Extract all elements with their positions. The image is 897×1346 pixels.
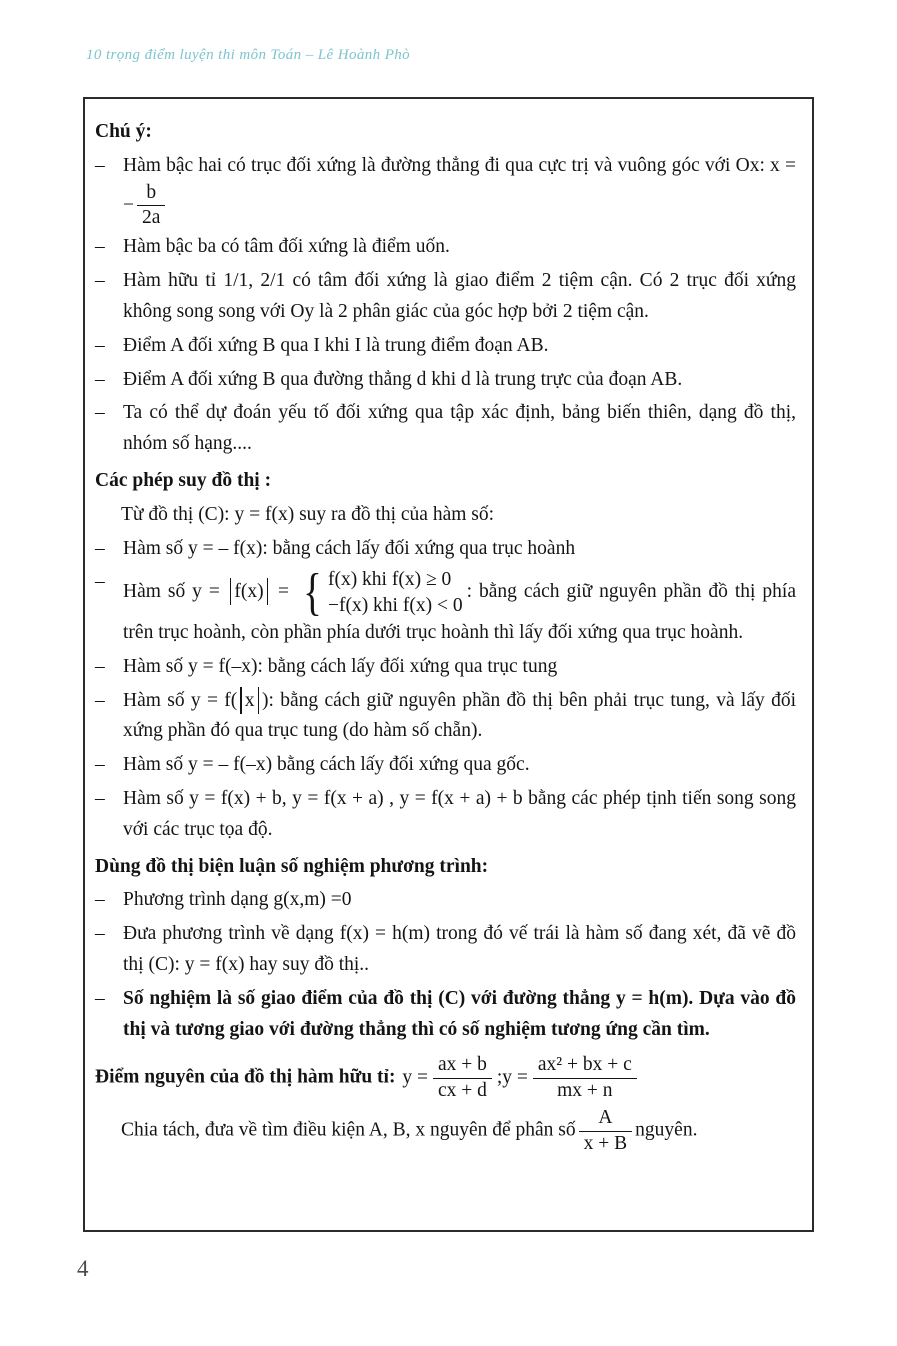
list-item bbox=[95, 652, 796, 683]
abs-bar bbox=[267, 578, 269, 605]
bullet-dash: – bbox=[95, 889, 105, 911]
abs-bar bbox=[258, 687, 260, 714]
item-text: Điểm A đối xứng B qua đường thẳng d khi d là trung trực của đoạn AB. bbox=[123, 368, 683, 390]
bullet-dash: – bbox=[95, 754, 105, 776]
bullet-dash: – bbox=[95, 368, 105, 390]
bullet-dash: – bbox=[95, 923, 105, 945]
integer-points-line bbox=[95, 1054, 796, 1102]
section-heading-integer-points: Điểm nguyên của đồ thị hàm hữu tỉ: bbox=[95, 1066, 396, 1088]
item-text-part: Chia tách, đưa về tìm điều kiện A, B, x nguyên để phân số bbox=[121, 1119, 576, 1141]
fraction bbox=[137, 182, 165, 230]
item-text: Hàm số y = – f(–x) bằng cách lấy đối xứng qua gốc. bbox=[123, 754, 530, 776]
bullet-dash: – bbox=[95, 655, 105, 677]
cases-expression bbox=[300, 563, 463, 621]
item-text-part: = bbox=[271, 581, 296, 603]
fraction bbox=[579, 1107, 633, 1155]
abs-bar bbox=[230, 578, 232, 605]
item-text-part: Hàm số y = f( bbox=[123, 689, 238, 711]
section-heading-transform: Các phép suy đồ thị : bbox=[95, 470, 272, 492]
list-item bbox=[95, 534, 796, 565]
item-text bbox=[123, 151, 796, 230]
fraction-numerator: ax² + bx + c bbox=[533, 1054, 637, 1078]
left-brace: { bbox=[303, 563, 322, 621]
list-item bbox=[95, 151, 796, 230]
bullet-dash: – bbox=[95, 270, 105, 292]
list-item bbox=[95, 750, 796, 781]
bullet-dash: – bbox=[95, 154, 105, 176]
list-item bbox=[95, 232, 796, 263]
bullet-dash: – bbox=[95, 334, 105, 356]
item-text bbox=[123, 686, 796, 748]
item-text: Ta có thể dự đoán yếu tố đối xứng qua tập xác định, bảng biến thiên, dạng đồ thị, nhóm số hạng.... bbox=[123, 402, 796, 455]
fraction-numerator: ax + b bbox=[433, 1054, 492, 1078]
section-heading-note: Chú ý: bbox=[95, 121, 152, 142]
list-item bbox=[95, 365, 796, 396]
list-item bbox=[95, 686, 796, 748]
item-text: Phương trình dạng g(x,m) =0 bbox=[123, 889, 352, 911]
section-intro: Từ đồ thị (C): y = f(x) suy ra đồ thị của hàm số: bbox=[121, 503, 495, 525]
running-header: 10 trọng điểm luyện thi môn Toán – Lê Hoành Phò bbox=[86, 47, 411, 63]
fraction-denominator: cx + d bbox=[437, 1079, 487, 1101]
item-text: Hàm số y = – f(x): bằng cách lấy đối xứng qua trục hoành bbox=[123, 537, 576, 559]
fraction bbox=[433, 1054, 492, 1102]
content-box bbox=[83, 97, 814, 1232]
abs-bar bbox=[240, 687, 242, 714]
list-item bbox=[95, 563, 796, 648]
item-text bbox=[123, 563, 796, 648]
item-text: Đưa phương trình về dạng f(x) = h(m) trong đó vế trái là hàm số đang xét, đã vẽ đồ thị (C): y = f(x) hay suy đồ thị.. bbox=[123, 923, 796, 976]
list-item bbox=[95, 919, 796, 981]
fraction-numerator: b bbox=[137, 182, 165, 206]
bullet-dash: – bbox=[95, 987, 105, 1009]
item-text-part: Hàm số y = bbox=[123, 581, 227, 603]
list-item bbox=[95, 331, 796, 362]
fraction-denominator: 2a bbox=[142, 207, 161, 229]
bullet-dash: – bbox=[95, 689, 105, 711]
bullet-dash: – bbox=[95, 402, 105, 424]
item-text-part: Hàm bậc hai có trục đối xứng là đường thẳng đi qua cực trị và vuông góc với Ox: x = − bbox=[123, 154, 796, 215]
case-top: f(x) khi f(x) ≥ 0 bbox=[327, 569, 452, 591]
item-text-part: ): bằng cách giữ nguyên phần đồ thị bên phải trục tung, và lấy đối xứng phần đó qua trục tung (do hàm số chẵn). bbox=[123, 689, 796, 742]
bullet-dash: – bbox=[95, 788, 105, 810]
closing-line bbox=[95, 1107, 796, 1155]
item-text: Hàm số y = f(x) + b, y = f(x + a) , y = f(x + a) + b bằng các phép tịnh tiến song song với các trục tọa độ. bbox=[123, 788, 796, 840]
item-text: Hàm hữu tỉ 1/1, 2/1 có tâm đối xứng là giao điểm 2 tiệm cận. Có 2 trục đối xứng không song song với Oy là 2 phân giác của góc hợp bởi 2 tiệm cận. bbox=[123, 270, 796, 323]
fraction-denominator: mx + n bbox=[557, 1079, 613, 1101]
list-item bbox=[95, 266, 796, 328]
item-text-part: nguyên. bbox=[635, 1119, 698, 1141]
fraction-numerator: A bbox=[579, 1107, 633, 1131]
item-text: Hàm bậc ba có tâm đối xứng là điểm uốn. bbox=[123, 236, 450, 258]
item-text: Điểm A đối xứng B qua I khi I là trung điểm đoạn AB. bbox=[123, 334, 549, 356]
item-text: Số nghiệm là số giao điểm của đồ thị (C) với đường thẳng y = h(m). Dựa vào đồ thị và tương giao với đường thẳng thì có số nghiệm tương ứng cần tìm. bbox=[123, 987, 796, 1040]
item-text-part: f(x) bbox=[234, 581, 264, 603]
bullet-dash: – bbox=[95, 537, 105, 559]
section-heading-discuss: Dùng đồ thị biện luận số nghiệm phương trình: bbox=[95, 855, 489, 877]
item-text: Hàm số y = f(–x): bằng cách lấy đối xứng qua trục tung bbox=[123, 655, 558, 677]
bullet-dash: – bbox=[95, 571, 105, 593]
list-item bbox=[95, 984, 796, 1046]
list-item bbox=[95, 784, 796, 846]
math-text: ;y = bbox=[496, 1066, 528, 1088]
fraction-denominator: x + B bbox=[583, 1132, 628, 1154]
item-text-part: : bằng cách giữ nguyên phần đồ thị phía trên trục hoành, còn phần phía dưới trục hoành thì lấy đối xứng qua trục hoành. bbox=[123, 581, 796, 644]
list-item bbox=[95, 398, 796, 460]
cases-rows bbox=[328, 567, 463, 618]
page-number: 4 bbox=[77, 1256, 89, 1281]
math-text: y = bbox=[402, 1066, 428, 1088]
fraction bbox=[533, 1054, 637, 1102]
bullet-dash: – bbox=[95, 236, 105, 258]
case-bottom: −f(x) khi f(x) < 0 bbox=[327, 594, 463, 616]
list-item bbox=[95, 885, 796, 916]
item-text-part: x bbox=[244, 689, 255, 711]
